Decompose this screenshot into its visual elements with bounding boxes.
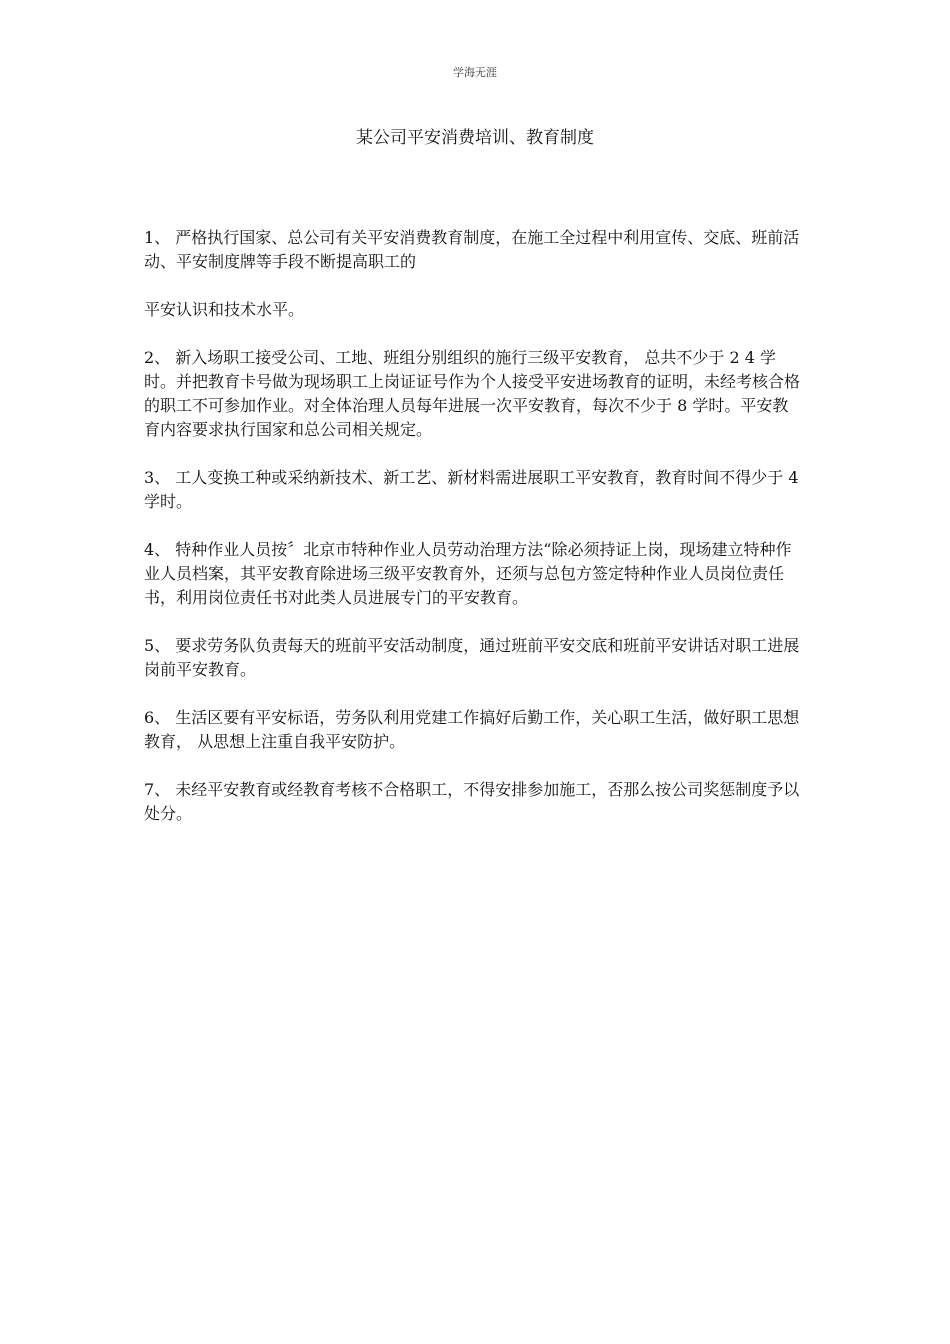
- document-body: [144, 226, 804, 850]
- paragraph-2: 2、 新入场职工接受公司、工地、班组分别组织的施行三级平安教育， 总共不少于 2 4 学时。并把教育卡号做为现场职工上岗证证号作为个人接受平安进场教育的证明，未经考核合格的职工不可参加作业。对全体治理人员每年进展一次平安教育，每次不少于 8 学时。平安教育内容要求执行国家和总公司相关规定。: [144, 348, 801, 439]
- paragraph-1-continued: 平安认识和技术水平。: [144, 300, 305, 319]
- paragraph-7: 7、 未经平安教育或经教育考核不合格职工，不得安排参加施工，否那么按公司奖惩制度予以处分。: [144, 780, 800, 823]
- paragraph-6: 6、 生活区要有平安标语，劳务队利用党建工作搞好后勤工作，关心职工生活，做好职工思想教育， 从思想上注重自我平安防护。: [144, 708, 800, 751]
- document-title: 某公司平安消费培训、教育制度: [356, 128, 594, 148]
- paragraph-4: 4、 特种作业人员按〞北京市特种作业人员劳动治理方法“除必须持证上岗，现场建立特种作业人员档案，其平安教育除进场三级平安教育外，还须与总包方签定特种作业人员岗位责任书，利用岗位责任书对此类人员进展专门的平安教育。: [144, 540, 792, 607]
- page-header: 学海无涯: [453, 66, 497, 79]
- paragraph-3: 3、 工人变换工种或采纳新技术、新工艺、新材料需进展职工平安教育，教育时间不得少于 4 学时。: [144, 468, 799, 511]
- paragraph-1: 1、 严格执行国家、总公司有关平安消费教育制度，在施工全过程中利用宣传、交底、班前活动、平安制度牌等手段不断提高职工的: [144, 228, 800, 271]
- paragraph-5: 5、 要求劳务队负责每天的班前平安活动制度，通过班前平安交底和班前平安讲话对职工进展岗前平安教育。: [144, 636, 800, 679]
